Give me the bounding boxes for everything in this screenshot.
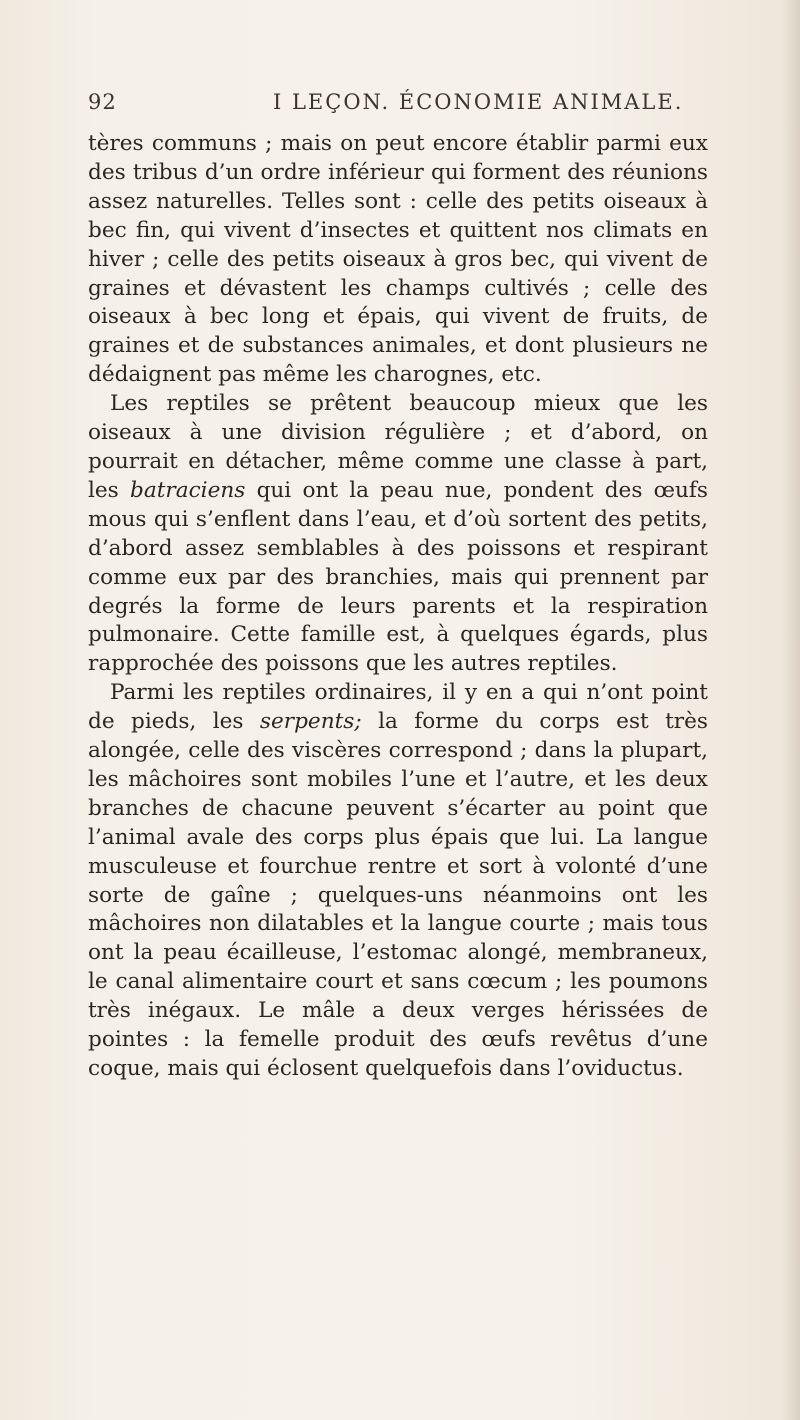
body-text [88, 130, 708, 1084]
page-edge-shadow [782, 0, 800, 1420]
running-head [88, 90, 708, 120]
paragraph-2-after: qui ont la peau nue, pondent des œufs mous qui s’enflent dans l’eau, et d’où sortent des petits, d’abord assez semblables à des poissons et respirant comme eux par des branchies, mais qui prennent par degrés la forme de leurs parents et la respiration pulmonaire. Cette famille est, à quelques égards, plus rapprochée des poissons que les autres reptiles. [88, 477, 708, 677]
paragraph-3-before: Parmi les reptiles ordinaires, il y en a qui n’ont point de pieds, les [88, 680, 708, 735]
paragraph-2 [88, 390, 708, 679]
paragraph-1 [88, 130, 708, 390]
paragraph-3-emphasis: serpents; [259, 709, 362, 735]
page-number: 92 [88, 90, 117, 114]
running-title: I LEÇON. ÉCONOMIE ANIMALE. [273, 90, 684, 114]
paragraph-1-text: tères communs ; mais on peut encore établir parmi eux des tribus d’un ordre inférieur qui forment des réunions assez naturelles. Telles sont : celle des petits oiseaux à bec fin, qui vivent d’insectes et quittent nos climats en hiver ; celle des petits oiseaux à gros bec, qui vivent de graines et dévastent les champs cultivés ; celle des oiseaux à bec long et épais, qui vivent de fruits, de graines et de substances animales, et dont plusieurs ne dédaignent pas même les charognes, etc. [88, 131, 708, 388]
paragraph-2-emphasis: batraciens [130, 477, 246, 503]
paragraph-3 [88, 679, 708, 1084]
paragraph-2-before: Les reptiles se prêtent beaucoup mieux que les oiseaux à une division régulière ; et d’abord, on pourrait en détacher, même comme une classe à part, les [88, 391, 708, 503]
paragraph-3-after: la forme du corps est très alongée, celle des viscères correspond ; dans la plupart, les mâchoires sont mobiles l’une et l’autre, et les deux branches de chacune peuvent s’écarter au point que l’animal avale des corps plus épais que lui. La langue musculeuse et fourchue rentre et sort à volonté d’une sorte de gaîne ; quelques-uns néanmoins ont les mâchoires non dilatables et la langue courte ; mais tous ont la peau écailleuse, l’estomac alongé, membraneux, le canal alimentaire court et sans cœcum ; les poumons très inégaux. Le mâle a deux verges hérissées de pointes : la femelle produit des œufs revêtus d’une coque, mais qui éclosent quelquefois dans l’oviductus. [88, 709, 708, 1081]
